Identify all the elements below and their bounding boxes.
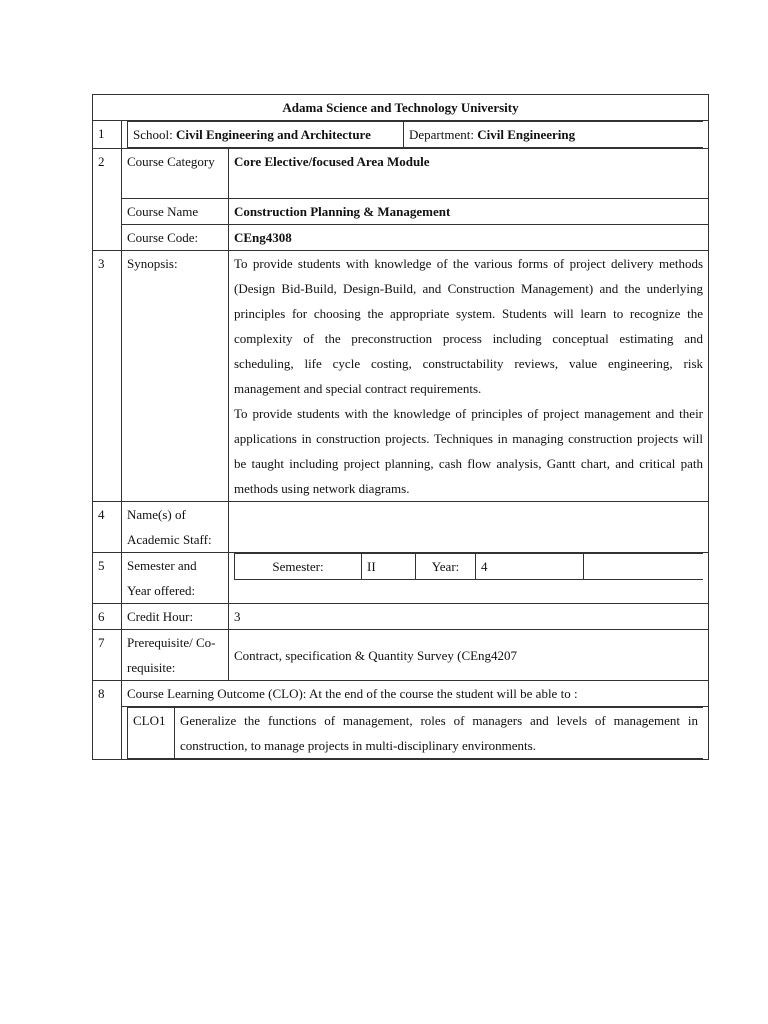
course-category-label: Course Category xyxy=(122,149,229,199)
clo-header: Course Learning Outcome (CLO): At the end of the course the student will be able to : xyxy=(122,681,709,707)
row-course-code xyxy=(93,225,709,251)
semester-label: Semester: xyxy=(235,554,362,580)
synopsis-label: Synopsis: xyxy=(122,251,229,502)
university-title: Adama Science and Technology University xyxy=(93,95,709,121)
row-semester-year xyxy=(93,553,709,604)
row-school xyxy=(93,121,709,149)
department-label: Department: xyxy=(409,127,478,142)
credit-hour-label: Credit Hour: xyxy=(122,604,229,630)
row-clo-header xyxy=(93,681,709,707)
prerequisite-value: Contract, specification & Quantity Survey (CEng4207 xyxy=(229,630,709,681)
year-label: Year: xyxy=(416,554,476,580)
row-synopsis xyxy=(93,251,709,502)
course-table xyxy=(92,94,709,760)
course-name-value: Construction Planning & Management xyxy=(229,199,709,225)
year-value: 4 xyxy=(476,554,584,580)
row-prerequisite xyxy=(93,630,709,681)
school-label: School: xyxy=(133,127,176,142)
credit-hour-value: 3 xyxy=(229,604,709,630)
clo-item xyxy=(128,708,704,759)
academic-staff-value xyxy=(229,502,709,553)
course-code-label: Course Code: xyxy=(122,225,229,251)
row-number: 6 xyxy=(93,604,122,630)
row-credit-hour xyxy=(93,604,709,630)
course-name-label: Course Name xyxy=(122,199,229,225)
semester-year-label: Semester and Year offered: xyxy=(122,553,229,604)
row-number: 1 xyxy=(93,121,122,149)
school-value: Civil Engineering and Architecture xyxy=(175,127,371,142)
clo-code: CLO1 xyxy=(128,708,175,759)
empty-cell xyxy=(584,554,704,580)
row-number: 5 xyxy=(93,553,122,604)
course-code-value: CEng4308 xyxy=(229,225,709,251)
synopsis-paragraph: To provide students with the knowledge of principles of project management and their applications in construction projects. Techniques in managing construction projects will be taught including project planning, cash flow analysis, Gantt chart, and critical path methods using network diagrams. xyxy=(234,406,704,496)
prerequisite-label: Prerequisite/ Co-requisite: xyxy=(122,630,229,681)
row-clo-list xyxy=(93,707,709,760)
course-document xyxy=(92,94,708,760)
department-value: Civil Engineering xyxy=(477,127,576,142)
row-course-name xyxy=(93,199,709,225)
school-cell xyxy=(128,122,404,148)
clo-table xyxy=(127,707,703,759)
synopsis-paragraph: To provide students with knowledge of the various forms of project delivery methods (Design Bid-Build, Design-Build, and Construction Management) and the underlying principles for choosing the appropriate system. Students will learn to recognize the complexity of the preconstruction process including conceptual estimating and scheduling, life cycle costing, constructability reviews, value engineering, risk management and special contract requirements. xyxy=(234,256,704,396)
row-academic-staff xyxy=(93,502,709,553)
row-number: 2 xyxy=(93,149,122,251)
academic-staff-label: Name(s) of Academic Staff: xyxy=(122,502,229,553)
row-number: 3 xyxy=(93,251,122,502)
clo-text: Generalize the functions of management, roles of managers and levels of management in construction, to manage projects in multi-disciplinary environments. xyxy=(175,708,704,759)
row-number: 7 xyxy=(93,630,122,681)
row-number: 4 xyxy=(93,502,122,553)
semester-value: II xyxy=(362,554,416,580)
synopsis-text xyxy=(229,251,709,502)
title-row xyxy=(93,95,709,121)
department-cell xyxy=(404,122,704,148)
row-course-category xyxy=(93,149,709,199)
course-category-value: Core Elective/focused Area Module xyxy=(229,149,709,199)
row-number: 8 xyxy=(93,681,122,760)
